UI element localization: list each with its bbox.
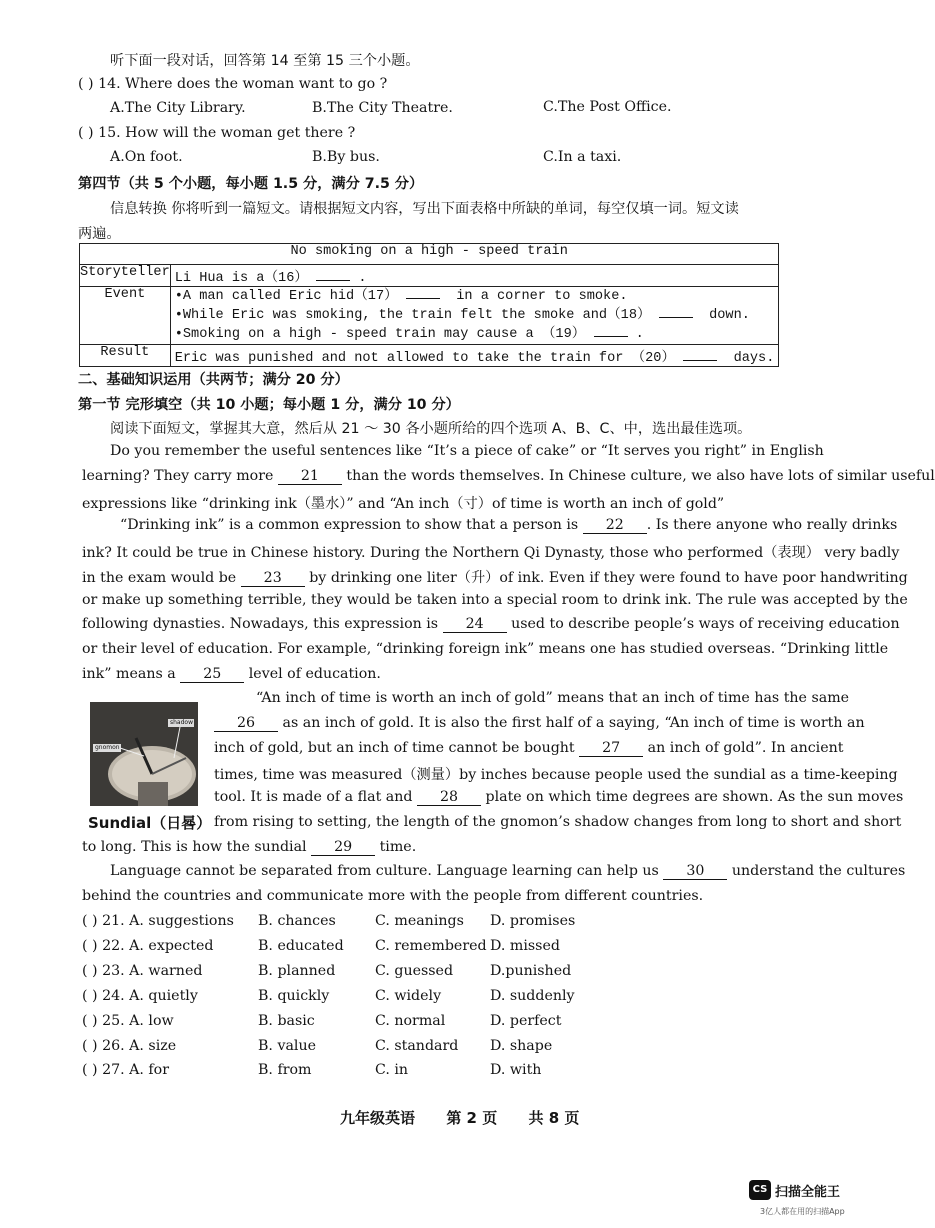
section4-title: 第四节（共 5 个小题，每小题 1.5 分，满分 7.5 分）: [78, 176, 424, 192]
passage-line: [82, 839, 416, 856]
answer-blank-17[interactable]: [406, 298, 440, 299]
cloze-blank-24[interactable]: 24: [443, 617, 507, 633]
result-text-end: days.: [733, 351, 775, 366]
passage-text: Language cannot be separated from culture. Language learning can help us: [110, 863, 659, 879]
cloze-blank-28[interactable]: 28: [417, 790, 481, 806]
choice-a: ( ) 27. A. for: [82, 1062, 170, 1078]
passage-line: or their level of education. For example, “drinking foreign ink” means one has studied overseas. “Drinking little: [82, 641, 889, 657]
q15-option-b: B.By bus.: [312, 149, 380, 165]
passage-text: learning? They carry more: [82, 468, 274, 484]
event-text: down.: [709, 308, 750, 323]
choice-d: D. with: [490, 1062, 542, 1078]
passage-line: “An inch of time is worth an inch of gold” means that an inch of time has the same: [256, 690, 850, 706]
question-14: [78, 76, 387, 92]
event-text: in a corner to smoke.: [456, 289, 628, 304]
question-stem: 14. Where does the woman want to go ?: [98, 76, 388, 92]
choice-d: D. shape: [490, 1038, 553, 1054]
passage-text: plate on which time degrees are shown. As the sun moves: [485, 789, 904, 805]
passage-text: than the words themselves. In Chinese culture, we also have lots of similar useful: [346, 468, 935, 484]
storyteller-cell: Li Hua is a（16） .: [170, 265, 779, 287]
listening-intro: 听下面一段对话，回答第 14 至第 15 三个小题。: [110, 53, 420, 69]
choice-a: ( ) 24. A. quietly: [82, 988, 198, 1004]
passage-text: ink” means a: [82, 666, 176, 682]
sundial-caption: Sundial（日晷）: [88, 814, 212, 832]
result-text: Eric was punished and not allowed to take the train for （20）: [174, 351, 676, 366]
choice-b: B. basic: [258, 1013, 315, 1029]
choice-row-23: [82, 963, 202, 979]
choice-a: ( ) 23. A. warned: [82, 963, 203, 979]
passage-text: level of education.: [248, 666, 381, 682]
choice-row-24: [82, 988, 198, 1004]
question-stem: 15. How will the woman get there ?: [98, 125, 356, 141]
event-label: Event: [80, 287, 171, 345]
choice-c: C. remembered: [375, 938, 487, 954]
choice-c: C. guessed: [375, 963, 454, 979]
choice-d: D. missed: [490, 938, 560, 954]
choice-b: B. educated: [258, 938, 344, 954]
choice-row-22: [82, 938, 213, 954]
answer-blank-19[interactable]: [594, 336, 628, 337]
choice-a: ( ) 21. A. suggestions: [82, 913, 234, 929]
choice-c: C. widely: [375, 988, 442, 1004]
result-cell: [170, 345, 779, 367]
answer-blank-18[interactable]: [659, 317, 693, 318]
part2-title: 二、基础知识运用（共两节；满分 20 分）: [78, 372, 349, 388]
passage-text: to long. This is how the sundial: [82, 839, 307, 855]
result-label: Result: [80, 345, 171, 367]
passage-line: [214, 789, 903, 806]
shadow-label: shadow: [170, 719, 193, 726]
gnomon-label: gnomon: [95, 744, 120, 751]
passage-text: following dynasties. Nowadays, this expression is: [82, 616, 439, 632]
q15-option-c: C.In a taxi.: [543, 149, 622, 165]
passage-line: [110, 863, 905, 880]
choice-b: B. value: [258, 1038, 316, 1054]
camscanner-logo: CS: [749, 1180, 771, 1200]
choice-c: C. in: [375, 1062, 409, 1078]
passage-line: [82, 666, 381, 683]
cloze-blank-25[interactable]: 25: [180, 667, 244, 683]
storyteller-label: Storyteller: [80, 265, 171, 287]
choice-a: ( ) 26. A. size: [82, 1038, 177, 1054]
passage-line: Do you remember the useful sentences like “It’s a piece of cake” or “It serves you right” in English: [110, 443, 824, 459]
cloze-blank-22[interactable]: 22: [583, 518, 647, 534]
choice-c: C. standard: [375, 1038, 459, 1054]
passage-line: [214, 715, 865, 732]
passage-line: times, time was measured（测量）by inches because people used the sundial as a time-keeping: [214, 767, 898, 783]
choice-b: B. chances: [258, 913, 336, 929]
event-line: [175, 287, 775, 306]
cloze-blank-26[interactable]: 26: [214, 716, 278, 732]
choice-a: ( ) 22. A. expected: [82, 938, 214, 954]
section1-instructions: 阅读下面短文，掌握其大意，然后从 21 ～ 30 各小题所给的四个选项 A、B、C、中，选出最佳选项。: [110, 421, 752, 437]
passage-text: “Drinking ink” is a common expression to show that a person is: [120, 517, 579, 533]
choice-d: D.punished: [490, 963, 572, 979]
question-15: [78, 125, 355, 141]
cloze-blank-29[interactable]: 29: [311, 840, 375, 856]
cloze-blank-23[interactable]: 23: [241, 571, 305, 587]
info-transfer-table: [79, 243, 779, 367]
passage-text: used to describe people’s ways of receiving education: [511, 616, 900, 632]
choice-row-27: [82, 1062, 169, 1078]
passage-line: expressions like “drinking ink（墨水）” and “An inch（寸）of time is worth an inch of gold”: [82, 496, 725, 512]
choice-b: B. planned: [258, 963, 336, 979]
sundial-photo: [90, 702, 198, 806]
choice-d: D. promises: [490, 913, 576, 929]
section4-instructions-cont: 两遍。: [78, 226, 121, 242]
choice-d: D. perfect: [490, 1013, 562, 1029]
passage-text: as an inch of gold. It is also the first half of a saying, “An inch of time is worth an: [282, 715, 865, 731]
scanner-name: 扫描全能王: [775, 1185, 841, 1200]
choice-b: B. quickly: [258, 988, 330, 1004]
event-text: •A man called Eric hid（17）: [174, 289, 398, 304]
cloze-blank-21[interactable]: 21: [278, 469, 342, 485]
section4-instructions: 信息转换 你将听到一篇短文。请根据短文内容，写出下面表格中所缺的单词，每空仅填一词。短文读: [110, 201, 739, 217]
q14-option-c: C.The Post Office.: [543, 99, 672, 115]
scanner-tagline: 3亿人都在用的扫描App: [760, 1207, 845, 1216]
passage-line: [82, 616, 900, 633]
passage-line: or make up something terrible, they would be taken into a special room to drink ink. The rule was accepted by the: [82, 592, 908, 608]
choice-row-21: [82, 913, 234, 929]
passage-text: . Is there anyone who really drinks: [646, 517, 898, 533]
q15-option-a: A.On foot.: [110, 149, 183, 165]
cloze-blank-27[interactable]: 27: [579, 741, 643, 757]
choice-row-26: [82, 1038, 176, 1054]
storyteller-text: Li Hua is a（16）: [174, 271, 308, 286]
passage-text: time.: [379, 839, 417, 855]
answer-blank-20[interactable]: [683, 360, 717, 361]
passage-text: inch of gold, but an inch of time cannot be bought: [214, 740, 575, 756]
passage-text: by drinking one liter（升）of ink. Even if they were found to have poor handwriting: [309, 570, 908, 586]
table-title: No smoking on a high - speed train: [80, 244, 779, 265]
answer-bracket: ( ): [78, 125, 94, 141]
cloze-blank-30[interactable]: 30: [663, 864, 727, 880]
event-line: [175, 306, 775, 325]
passage-line: [82, 567, 908, 587]
passage-line: [82, 468, 935, 485]
q14-option-b: B.The City Theatre.: [312, 100, 453, 116]
choice-a: ( ) 25. A. low: [82, 1013, 174, 1029]
event-text: •Smoking on a high - speed train may cause a （19）: [174, 327, 586, 342]
answer-blank-16[interactable]: [316, 280, 350, 281]
choice-d: D. suddenly: [490, 988, 575, 1004]
passage-line: ink? It could be true in Chinese history. During the Northern Qi Dynasty, those who performed（表现） very badly: [82, 545, 900, 561]
choice-row-25: [82, 1013, 174, 1029]
event-text: .: [635, 327, 644, 342]
choice-c: C. normal: [375, 1013, 446, 1029]
event-text: •While Eric was smoking, the train felt the smoke and（18）: [174, 308, 651, 323]
passage-line: from rising to setting, the length of the gnomon’s shadow changes from long to short and short: [214, 814, 902, 830]
section1-title: 第一节 完形填空（共 10 小题；每小题 1 分，满分 10 分）: [78, 397, 460, 413]
event-cell: [170, 287, 779, 345]
passage-text: an inch of gold”. In ancient: [647, 740, 844, 756]
page-footer: 九年级英语 第 2 页 共 8 页: [340, 1109, 580, 1127]
answer-bracket: ( ): [78, 76, 94, 92]
passage-line: [120, 517, 897, 534]
q14-option-a: A.The City Library.: [110, 100, 246, 116]
passage-text: understand the cultures: [731, 863, 906, 879]
passage-text: tool. It is made of a flat and: [214, 789, 413, 805]
sundial-drawing: [90, 702, 198, 806]
passage-line: [214, 740, 843, 757]
event-line: [175, 325, 775, 344]
choice-b: B. from: [258, 1062, 312, 1078]
passage-text: in the exam would be: [82, 570, 237, 586]
passage-line: behind the countries and communicate more with the people from different countries.: [82, 888, 704, 904]
choice-c: C. meanings: [375, 913, 464, 929]
